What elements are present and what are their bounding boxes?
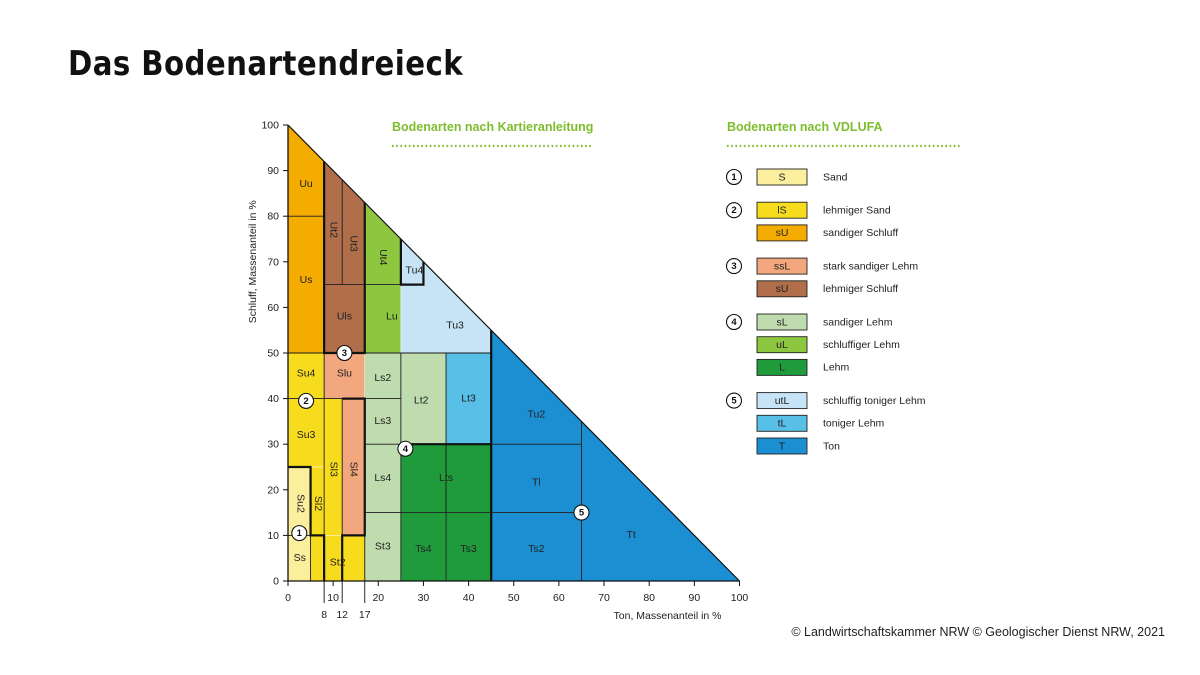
region-label-sl2: Sl2 <box>312 495 325 512</box>
region-label-ls4: Ls4 <box>374 472 392 485</box>
legend-code: S <box>778 171 786 184</box>
x-tick-label: 20 <box>372 592 385 604</box>
group-marker-label: 2 <box>303 395 309 407</box>
x-tick-label: 90 <box>688 592 701 604</box>
copyright-notice: © Landwirtschaftskammer NRW © Geologischer Dienst NRW, 2021 <box>791 625 1165 639</box>
region-label-st2: St2 <box>329 556 346 569</box>
group-marker-label: 4 <box>402 443 409 455</box>
region-ut3 <box>342 180 365 285</box>
y-tick-label: 40 <box>267 393 279 406</box>
region-label-us: Us <box>299 273 313 286</box>
legend-code: L <box>779 361 785 374</box>
x-tick-label: 100 <box>730 592 749 604</box>
x-tick-label: 10 <box>327 592 339 604</box>
region-label-ts3: Ts3 <box>460 542 477 555</box>
x-tick-label: 30 <box>417 592 430 604</box>
region-label-ut4: Ut4 <box>377 249 390 266</box>
x-extra-tick-label: 8 <box>321 609 328 621</box>
y-tick-label: 50 <box>267 347 279 360</box>
legend-name: toniger Lehm <box>823 417 885 430</box>
region-label-tt: Tt <box>626 529 636 542</box>
region-label-ls2: Ls2 <box>374 371 392 384</box>
x-extra-tick-label: 17 <box>358 609 371 621</box>
region-label-sl4: Sl4 <box>347 461 360 477</box>
legend-name: stark sandiger Lehm <box>823 260 919 273</box>
legend-code: T <box>778 440 786 453</box>
region-tu2 <box>491 330 581 444</box>
x-extra-tick-label: 12 <box>336 609 349 621</box>
region-label-uu: Uu <box>299 178 313 191</box>
x-tick-label: 70 <box>598 592 610 604</box>
group-marker-label: 5 <box>578 507 585 519</box>
legend-code: tL <box>777 417 787 430</box>
y-tick-label: 0 <box>273 575 279 588</box>
group-marker-label: 3 <box>341 348 348 360</box>
region-label-lt2: Lt2 <box>413 394 429 407</box>
y-axis-title: Schluff, Massenanteil in % <box>247 200 259 324</box>
legend-name: lehmiger Schluff <box>823 283 899 296</box>
region-label-su2: Su2 <box>294 494 307 513</box>
region-label-ls3: Ls3 <box>374 415 392 428</box>
legend-name: Lehm <box>823 361 850 374</box>
legend-code: uL <box>776 338 788 351</box>
region-label-ut3: Ut3 <box>347 235 360 252</box>
region-ut4 <box>365 203 401 285</box>
region-label-ut2: Ut2 <box>327 221 340 239</box>
legend-group-number: 4 <box>731 317 737 329</box>
region-label-su3: Su3 <box>296 428 316 441</box>
y-tick-label: 70 <box>267 256 279 269</box>
region-label-ts4: Ts4 <box>415 542 432 555</box>
group-marker-label: 1 <box>296 528 302 540</box>
legend-group-number: 3 <box>731 261 737 273</box>
legend-code: ssL <box>773 260 791 273</box>
y-tick-label: 30 <box>267 438 279 451</box>
legend-group-number: 5 <box>731 395 737 407</box>
legend-name: lehmiger Sand <box>823 204 891 217</box>
region-label-su4: Su4 <box>296 367 316 380</box>
vdlufa-heading: Bodenarten nach VDLUFA <box>727 120 883 134</box>
region-label-slu: Slu <box>336 367 353 380</box>
region-label-uls: Uls <box>336 310 353 323</box>
region-label-lt3: Lt3 <box>461 392 476 405</box>
y-tick-label: 90 <box>267 165 279 178</box>
region-label-tu4: Tu4 <box>405 264 424 277</box>
y-tick-label: 20 <box>267 484 279 497</box>
legend-name: schluffiger Lehm <box>823 338 900 351</box>
legend-code: sL <box>776 316 788 329</box>
x-tick-label: 0 <box>285 592 291 604</box>
legend-group-number: 1 <box>731 172 737 184</box>
x-tick-label: 60 <box>553 592 565 604</box>
y-tick-label: 60 <box>267 301 279 314</box>
region-uu <box>288 125 324 216</box>
region-label-tu2: Tu2 <box>527 408 546 421</box>
kartieranleitung-heading: Bodenarten nach Kartieranleitung <box>392 120 594 134</box>
x-tick-label: 50 <box>507 592 520 604</box>
legend-name: Sand <box>823 171 848 184</box>
y-tick-label: 100 <box>261 119 279 132</box>
legend-code: lS <box>777 204 787 217</box>
region-label-lts: Lts <box>439 472 454 485</box>
x-tick-label: 80 <box>643 592 656 604</box>
region-label-ss: Ss <box>293 551 306 564</box>
legend-name: sandiger Schluff <box>823 227 899 240</box>
legend-name: Ton <box>823 440 840 453</box>
legend-code: sU <box>775 227 789 240</box>
legend-code: utL <box>774 394 790 407</box>
region-label-sl3: Sl3 <box>327 461 340 477</box>
y-tick-label: 10 <box>267 529 279 542</box>
legend-code: sU <box>775 283 789 296</box>
legend-name: sandiger Lehm <box>823 316 893 329</box>
page-title: Das Bodenartendreieck <box>68 44 464 84</box>
region-label-ts2: Ts2 <box>528 542 545 555</box>
legend-name: schluffig toniger Lehm <box>823 394 926 407</box>
legend-group-number: 2 <box>731 205 737 217</box>
x-tick-label: 40 <box>462 592 475 604</box>
region-label-tl: Tl <box>531 476 541 489</box>
region-label-lu: Lu <box>386 310 398 323</box>
x-axis-title: Ton, Massenanteil in % <box>613 610 722 622</box>
y-tick-label: 80 <box>267 210 279 223</box>
region-label-tu3: Tu3 <box>446 319 464 332</box>
region-label-st3: St3 <box>374 540 391 553</box>
region-tu4 <box>401 239 424 285</box>
